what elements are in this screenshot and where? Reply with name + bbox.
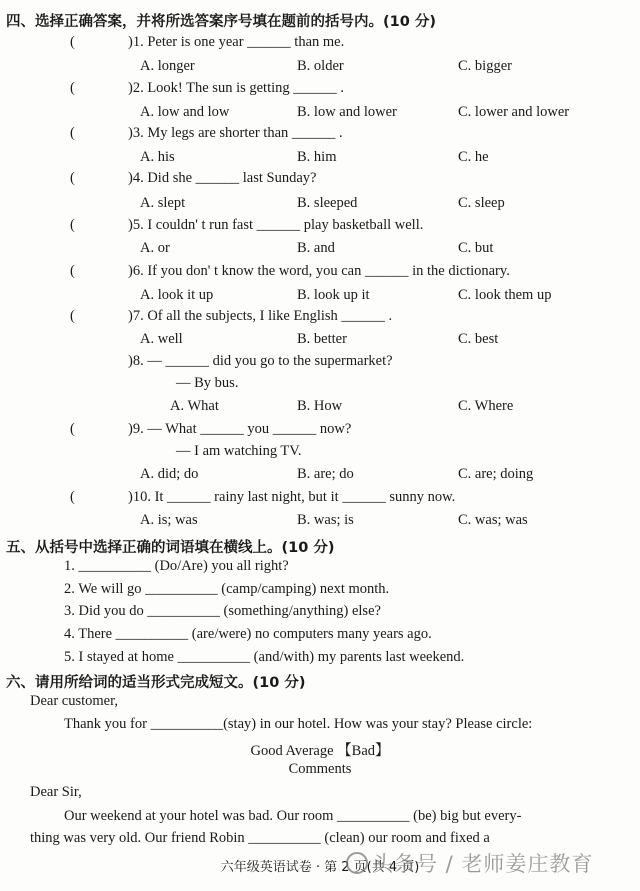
answer-paren: (: [70, 263, 75, 279]
option-c: C. bigger: [458, 58, 512, 74]
option-b: B. and: [297, 240, 335, 256]
question-response: — By bus.: [176, 375, 239, 391]
option-b: B. sleeped: [297, 195, 358, 211]
question-text: )3. My legs are shorter than ______ .: [128, 125, 343, 141]
option-a: A. What: [170, 398, 219, 414]
fill-item: 5. I stayed at home __________ (and/with) my parents last weekend.: [64, 649, 465, 665]
question-response: — I am watching TV.: [176, 443, 302, 459]
option-b: B. him: [297, 149, 337, 165]
answer-paren: (: [70, 170, 75, 186]
section-5-title: 五、从括号中选择正确的词语填在横线上。(10 分): [6, 540, 335, 556]
option-c: C. are; doing: [458, 466, 534, 482]
option-c: C. look them up: [458, 287, 552, 303]
answer-paren: (: [70, 80, 75, 96]
option-b: B. are; do: [297, 466, 354, 482]
passage-line: Our weekend at your hotel was bad. Our room __________ (be) big but every-: [64, 808, 522, 824]
section-4-title: 四、选择正确答案，并将所选答案序号填在题前的括号内。(10 分): [6, 14, 436, 30]
greeting-sir: Dear Sir,: [30, 784, 82, 800]
question-text: )9. — What ______ you ______ now?: [128, 421, 352, 437]
question-text: )7. Of all the subjects, I like English ______ .: [128, 308, 393, 324]
option-c: C. lower and lower: [458, 104, 570, 120]
section-6-title: 六、请用所给词的适当形式完成短文。(10 分): [6, 675, 306, 691]
option-c: C. Where: [458, 398, 514, 414]
answer-paren: (: [70, 421, 75, 437]
question-text: )10. It ______ rainy last night, but it ______ sunny now.: [128, 489, 456, 505]
option-b: B. How: [297, 398, 343, 414]
option-b: B. low and lower: [297, 104, 397, 120]
option-c: C. sleep: [458, 195, 505, 211]
option-a: A. is; was: [140, 512, 198, 528]
passage-line: Thank you for __________(stay) in our hotel. How was your stay? Please circle:: [64, 716, 533, 732]
answer-paren: (: [70, 308, 75, 324]
option-a: A. his: [140, 149, 175, 165]
answer-paren: (: [70, 489, 75, 505]
answer-paren: (: [70, 34, 75, 50]
option-b: B. look up it: [297, 287, 370, 303]
option-a: A. look it up: [140, 287, 214, 303]
option-a: A. or: [140, 240, 170, 256]
watermark-logo-icon: [346, 852, 368, 874]
option-b: B. better: [297, 331, 347, 347]
fill-item: 3. Did you do __________ (something/anything) else?: [64, 603, 381, 619]
option-b: B. was; is: [297, 512, 354, 528]
fill-item: 2. We will go __________ (camp/camping) next month.: [64, 581, 390, 597]
option-c: C. but: [458, 240, 494, 256]
answer-paren: (: [70, 217, 75, 233]
option-a: A. longer: [140, 58, 195, 74]
question-text: )4. Did she ______ last Sunday?: [128, 170, 317, 186]
question-text: )8. — ______ did you go to the supermarket?: [128, 353, 393, 369]
fill-item: 1. __________ (Do/Are) you all right?: [64, 558, 289, 574]
comments-heading: Comments: [288, 761, 352, 777]
greeting-customer: Dear customer,: [30, 693, 118, 709]
option-c: C. best: [458, 331, 499, 347]
answer-paren: (: [70, 125, 75, 141]
option-a: A. did; do: [140, 466, 199, 482]
watermark-text: 头条号 / 老师姜庄教育: [372, 852, 594, 876]
option-a: A. low and low: [140, 104, 230, 120]
option-b: B. older: [297, 58, 344, 74]
passage-line: thing was very old. Our friend Robin __________ (clean) our room and fixed a: [30, 830, 490, 846]
question-text: )5. I couldn' t run fast ______ play basketball well.: [128, 217, 424, 233]
question-text: )6. If you don' t know the word, you can ______ in the dictionary.: [128, 263, 510, 279]
option-a: A. well: [140, 331, 183, 347]
option-a: A. slept: [140, 195, 186, 211]
question-text: )1. Peter is one year ______ than me.: [128, 34, 345, 50]
option-c: C. was; was: [458, 512, 528, 528]
fill-item: 4. There __________ (are/were) no computers many years ago.: [64, 626, 432, 642]
watermark: [346, 848, 593, 878]
page-footer: 六年级英语试卷 · 第 2 页(共 4 页): [220, 860, 420, 875]
rating-options: Good Average 【Bad】: [250, 743, 390, 759]
question-text: )2. Look! The sun is getting ______ .: [128, 80, 345, 96]
option-c: C. he: [458, 149, 489, 165]
